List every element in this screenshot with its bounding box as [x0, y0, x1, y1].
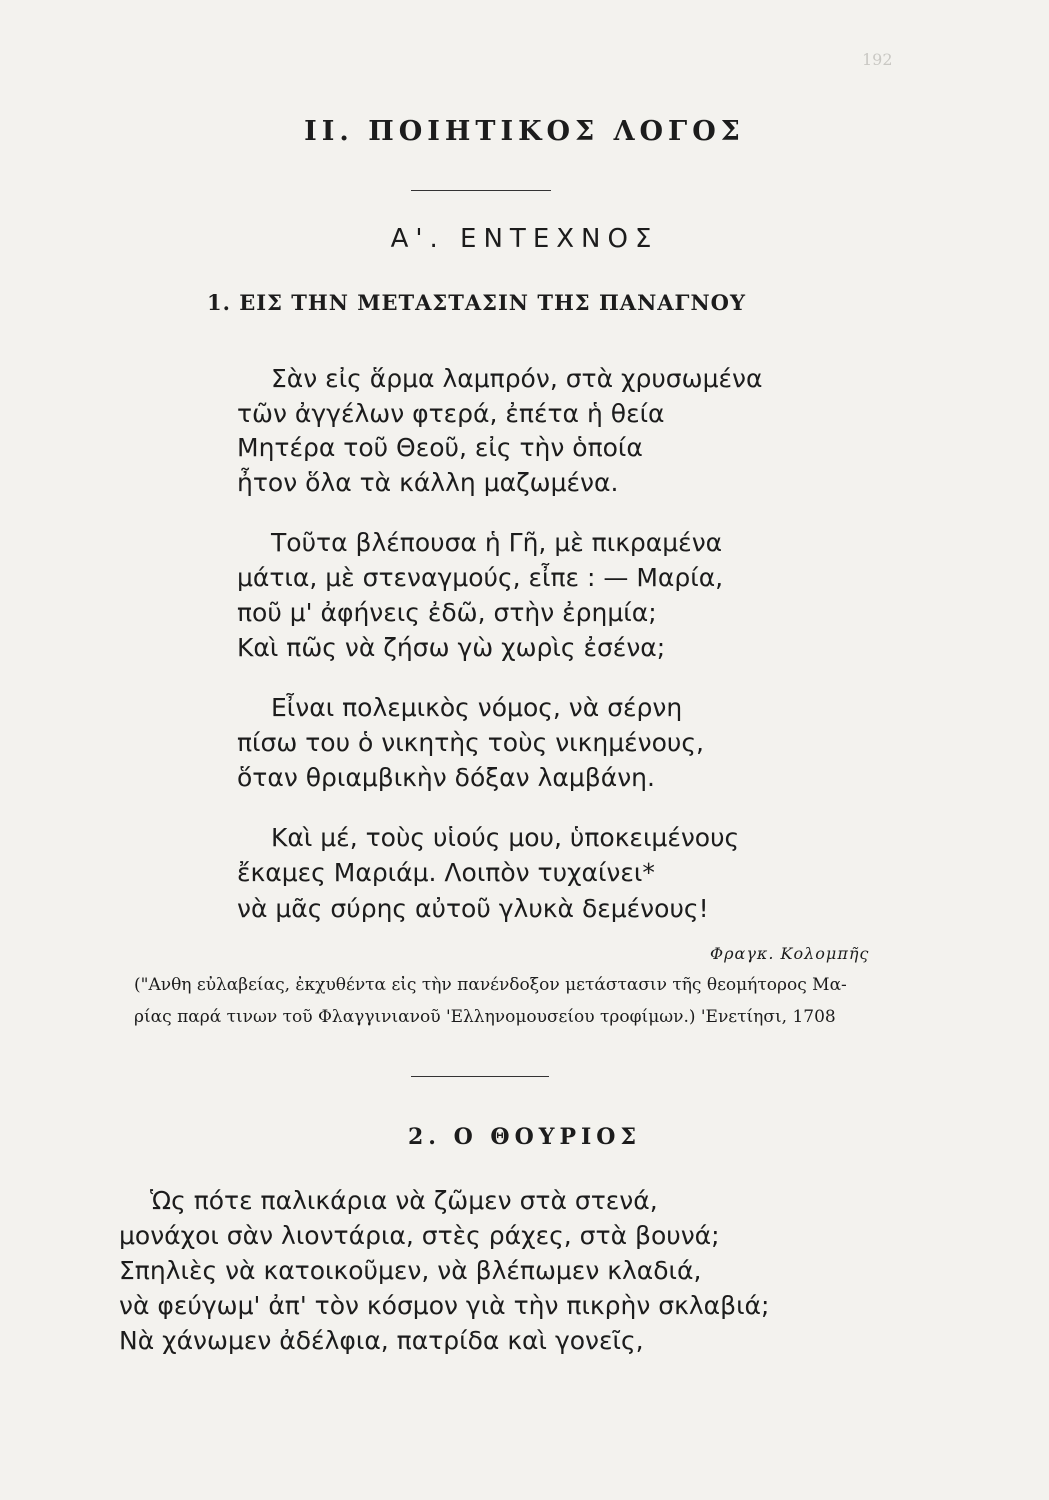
faded-page-number: 192 — [862, 50, 893, 69]
poem-2-line: Νὰ χάνωμεν ἀδέλφια, πατρίδα καὶ γονεῖς, — [119, 1326, 644, 1355]
poem-2-title: 2. Ο ΘΟΥΡΙΟΣ — [407, 1124, 642, 1150]
section-subheading: Α'. ΕΝΤΕΧΝΟΣ — [390, 224, 659, 254]
poem-1-line: τῶν ἀγγέλων φτερά, ἐπέτα ἡ θεία — [237, 399, 665, 428]
poem-1-line: ἦτον ὅλα τὰ κάλλη μαζωμένα. — [237, 468, 619, 497]
poem-1-line: μάτια, μὲ στεναγμούς, εἶπε : — Μαρία, — [237, 563, 724, 592]
poem-2-line: Σπηλιὲς νὰ κατοικοῦμεν, νὰ βλέπωμεν κλαδιά, — [119, 1256, 702, 1285]
poem-1-line: Καὶ πῶς νὰ ζήσω γὼ χωρὶς ἐσένα; — [237, 633, 666, 662]
poem-1-line: Καὶ μέ, τοὺς υἱούς μου, ὑποκειμένους — [271, 823, 740, 852]
poem-2-line: μονάχοι σὰν λιοντάρια, στὲς ράχες, στὰ βουνά; — [119, 1221, 720, 1250]
poem-1-line: νὰ μᾶς σύρης αὐτοῦ γλυκὰ δεμένους! — [237, 894, 709, 923]
poem-1-line: πίσω του ὁ νικητὴς τοὺς νικημένους, — [237, 728, 704, 757]
poem-1-author: Φραγκ. Κολομπῆς — [710, 944, 870, 963]
poem-1-line: ἔκαμες Μαριάμ. Λοιπὸν τυχαίνει* — [237, 858, 655, 887]
poem-2-line: Ὡς πότε παλικάρια νὰ ζῶμεν στὰ στενά, — [150, 1186, 658, 1215]
poem-divider — [411, 1076, 549, 1077]
poem-1-line: ποῦ μ' ἀφήνεις ἐδῶ, στὴν ἐρημία; — [237, 598, 657, 627]
poem-1-source: ρίας παρά τινων τοῦ Φλαγγινιανοῦ 'Ελληνομουσείου τροφίμων.) 'Ενετίησι, 1708 — [134, 1007, 836, 1027]
poem-1-line: Σὰν εἰς ἅρμα λαμπρόν, στὰ χρυσωμένα — [271, 364, 763, 393]
poem-1-line: ὅταν θριαμβικὴν δόξαν λαμβάνη. — [237, 763, 655, 792]
heading-divider — [411, 190, 551, 191]
poem-1-source: ("Ανθη εὐλαβείας, ἐκχυθέντα εἰς τὴν πανένδοξον μετάστασιν τῆς θεομήτορος Μα- — [134, 975, 847, 995]
poem-1-line: Μητέρα τοῦ Θεοῦ, εἰς τὴν ὁποία — [237, 433, 643, 462]
poem-1-title: 1. ΕΙΣ ΤΗΝ ΜΕΤΑΣΤΑΣΙΝ ΤΗΣ ΠΑΝΑΓΝΟΥ — [207, 290, 746, 315]
poem-1-line: Εἶναι πολεμικὸς νόμος, νὰ σέρνη — [271, 693, 683, 722]
poem-2-line: νὰ φεύγωμ' ἀπ' τὸν κόσμον γιὰ τὴν πικρὴν σκλαβιά; — [119, 1291, 770, 1320]
section-heading: II. ΠΟΙΗΤΙΚΟΣ ΛΟΓΟΣ — [304, 116, 745, 147]
poem-1-line: Τοῦτα βλέπουσα ἡ Γῆ, μὲ πικραμένα — [271, 528, 723, 557]
